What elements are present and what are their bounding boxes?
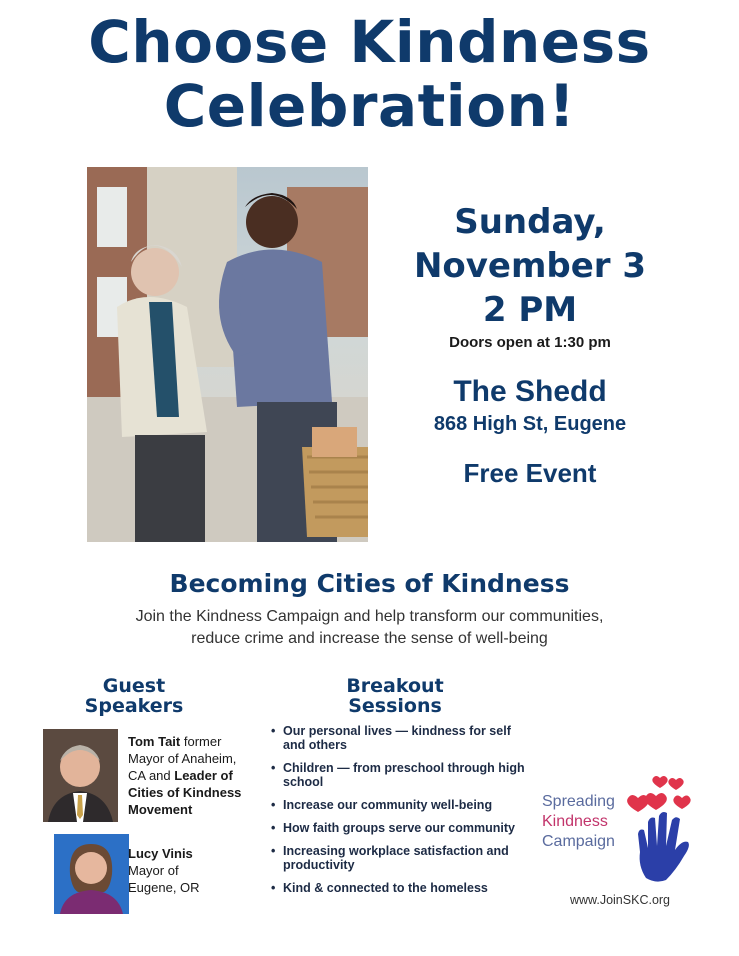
speaker-photo-tom-tait (43, 729, 118, 822)
title-line-2: Celebration! (163, 72, 576, 140)
speaker-role: former Mayor of Anaheim, CA and (128, 734, 237, 783)
list-item (271, 798, 526, 812)
bullet-icon: • (271, 881, 276, 895)
speaker-role: Mayor of (128, 863, 179, 878)
venue-address: 868 High St, Eugene (433, 413, 627, 435)
event-title (0, 10, 739, 138)
list-item (271, 844, 526, 872)
speakers-heading (74, 676, 194, 716)
sessions-list (271, 724, 526, 904)
blurb-line-1: Join the Kindness Campaign and help transform our communities, (135, 608, 604, 625)
campaign-logo (538, 770, 698, 890)
admission-price: Free Event (463, 458, 597, 488)
speaker-name: Tom Tait (128, 734, 181, 749)
list-item (271, 724, 526, 752)
event-date: November 3 (413, 246, 647, 286)
speaker-portrait (43, 729, 118, 822)
hero-photo-illustration (87, 167, 368, 542)
list-item (271, 761, 526, 789)
hand-with-hearts-icon (538, 770, 698, 890)
speaker-bio-lucy-vinis (128, 845, 228, 896)
bullet-icon: • (271, 844, 276, 858)
blurb-line-2: reduce crime and increase the sense of well-being (191, 630, 548, 647)
session-text: Our personal lives — kindness for self and others (283, 724, 511, 752)
bullet-icon: • (271, 798, 276, 812)
session-text: Kind & connected to the homeless (283, 881, 488, 895)
speakers-heading-line-1: Guest (102, 675, 166, 697)
speaker-location: Eugene, OR (128, 880, 200, 895)
bullet-icon: • (271, 821, 276, 835)
website-url: www.JoinSKC.org (569, 893, 671, 907)
speaker-portrait (54, 834, 129, 914)
logo-line-3: Campaign (542, 833, 615, 850)
session-text: Increase our community well-being (283, 798, 493, 812)
section-blurb (100, 606, 639, 650)
speaker-bio-tom-tait (128, 733, 248, 818)
speaker-photo-lucy-vinis (54, 834, 129, 914)
session-text: How faith groups serve our community (283, 821, 515, 835)
doors-open: Doors open at 1:30 pm (449, 334, 611, 351)
title-line-1: Choose Kindness (88, 8, 651, 76)
list-item (271, 821, 526, 835)
speaker-title: Leader of Cities of Kindness Movement (128, 768, 242, 817)
section-heading: Becoming Cities of Kindness (169, 569, 570, 598)
event-details (400, 200, 660, 489)
event-time: 2 PM (482, 290, 578, 330)
sessions-heading-line-1: Breakout (346, 675, 444, 697)
bullet-icon: • (271, 761, 276, 775)
list-item (271, 881, 526, 895)
venue-name: The Shedd (453, 375, 607, 408)
bullet-icon: • (271, 724, 276, 738)
sessions-heading (330, 676, 460, 716)
speakers-heading-line-2: Speakers (84, 695, 184, 717)
sessions-heading-line-2: Sessions (348, 695, 442, 717)
logo-line-2: Kindness (542, 813, 608, 830)
session-text: Increasing workplace satisfaction and productivity (283, 844, 509, 872)
event-day: Sunday, (454, 202, 606, 242)
session-text: Children — from preschool through high school (283, 761, 525, 789)
speaker-name: Lucy Vinis (128, 846, 193, 861)
hero-photo (87, 167, 368, 542)
logo-line-1: Spreading (542, 793, 615, 810)
